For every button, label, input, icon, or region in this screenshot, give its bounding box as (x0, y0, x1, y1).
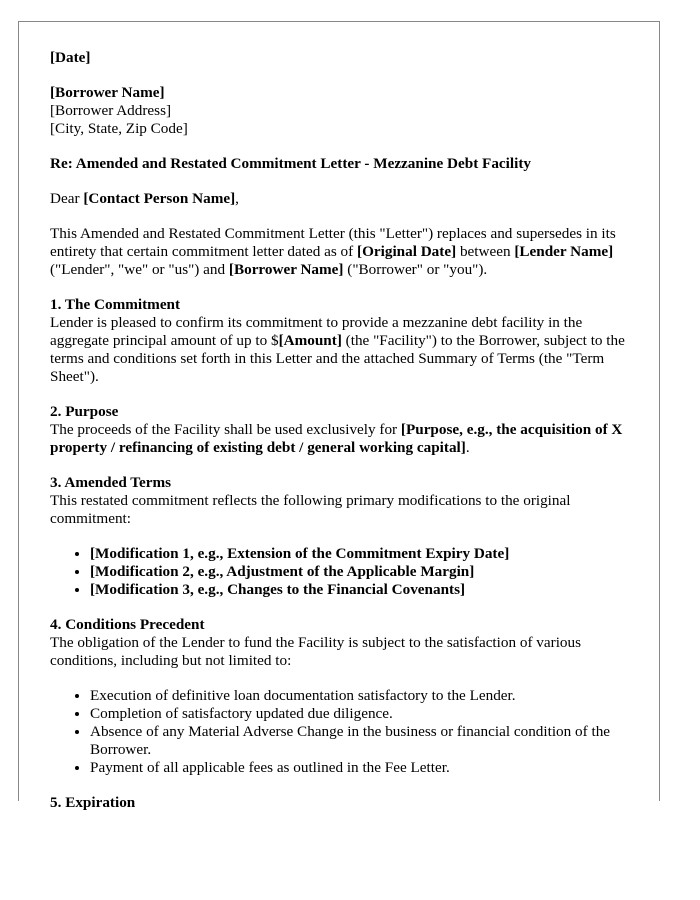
section-commitment (50, 296, 640, 386)
list-item: • [Modification 3, e.g., Changes to the Financial Covenants] (90, 581, 640, 599)
intro-borrower-name: [Borrower Name] (228, 261, 344, 278)
salutation (50, 190, 640, 208)
section-heading: 4. Conditions Precedent (50, 616, 205, 633)
facility-amount: [Amount] (278, 332, 342, 349)
commitment-text-2: (the "Facility") to the Borrower, subject to the terms and conditions set forth in this Letter and the attached Summary of Terms (the "Term Sheet"). (50, 332, 625, 385)
list-item: • Execution of definitive loan documentation satisfactory to the Lender. (90, 687, 640, 705)
list-item: • [Modification 1, e.g., Extension of the Commitment Expiry Date] (90, 545, 640, 563)
purpose-text-2: . (465, 439, 470, 456)
intro-paragraph (50, 225, 640, 279)
section-conditions-precedent (50, 616, 640, 777)
section-heading: 3. Amended Terms (50, 474, 172, 491)
list-item: • [Modification 2, e.g., Adjustment of the Applicable Margin] (90, 563, 640, 581)
section-purpose (50, 403, 640, 457)
intro-text-4: ("Borrower" or "you"). (343, 261, 488, 278)
subject-line: Re: Amended and Restated Commitment Letter - Mezzanine Debt Facility (50, 155, 531, 172)
letter-body (50, 49, 640, 812)
section-text: This restated commitment reflects the following primary modifications to the original commitment: (50, 492, 571, 527)
list-item: • Payment of all applicable fees as outlined in the Fee Letter. (90, 759, 640, 777)
commitment-text-1: Lender is pleased to confirm its commitment to provide a mezzanine debt facility in the aggregate principal amount of up to $ (50, 314, 583, 349)
section-text: The obligation of the Lender to fund the Facility is subject to the satisfaction of various conditions, including but not limited to: (50, 634, 582, 669)
list-item: • Absence of any Material Adverse Change in the business or financial condition of the Borrower. (90, 723, 640, 759)
original-date: [Original Date] (357, 243, 457, 260)
section-text (50, 314, 640, 386)
list-item: • Completion of satisfactory updated due diligence. (90, 705, 640, 723)
borrower-city-state-zip: [City, State, Zip Code] (50, 120, 188, 137)
section-heading: 5. Expiration (50, 794, 136, 811)
section-amended-terms (50, 474, 640, 599)
section-expiration (50, 794, 640, 812)
modifications-list (50, 545, 640, 599)
salutation-dear: Dear (50, 190, 84, 207)
section-heading: 2. Purpose (50, 403, 119, 420)
letter-page (18, 21, 660, 811)
borrower-address: [Borrower Address] (50, 102, 172, 119)
letter-date: [Date] (50, 49, 91, 66)
borrower-block (50, 84, 640, 138)
contact-person-name: [Contact Person Name] (83, 190, 236, 207)
purpose-text-1: The proceeds of the Facility shall be used exclusively for (50, 421, 401, 438)
conditions-list (50, 687, 640, 777)
salutation-end: , (235, 190, 239, 207)
borrower-name: [Borrower Name] (50, 84, 165, 101)
lender-name: [Lender Name] (514, 243, 614, 260)
section-heading: 1. The Commitment (50, 296, 181, 313)
intro-text-2: between (456, 243, 515, 260)
section-text (50, 421, 640, 457)
intro-text-1: This Amended and Restated Commitment Letter (this "Letter") replaces and supersedes in its entirety that certain commitment letter dated as of (50, 225, 616, 260)
purpose-placeholder: [Purpose, e.g., the acquisition of X property / refinancing of existing debt / general working capital] (50, 421, 623, 456)
intro-text-3: ("Lender", "we" or "us") and (50, 261, 229, 278)
